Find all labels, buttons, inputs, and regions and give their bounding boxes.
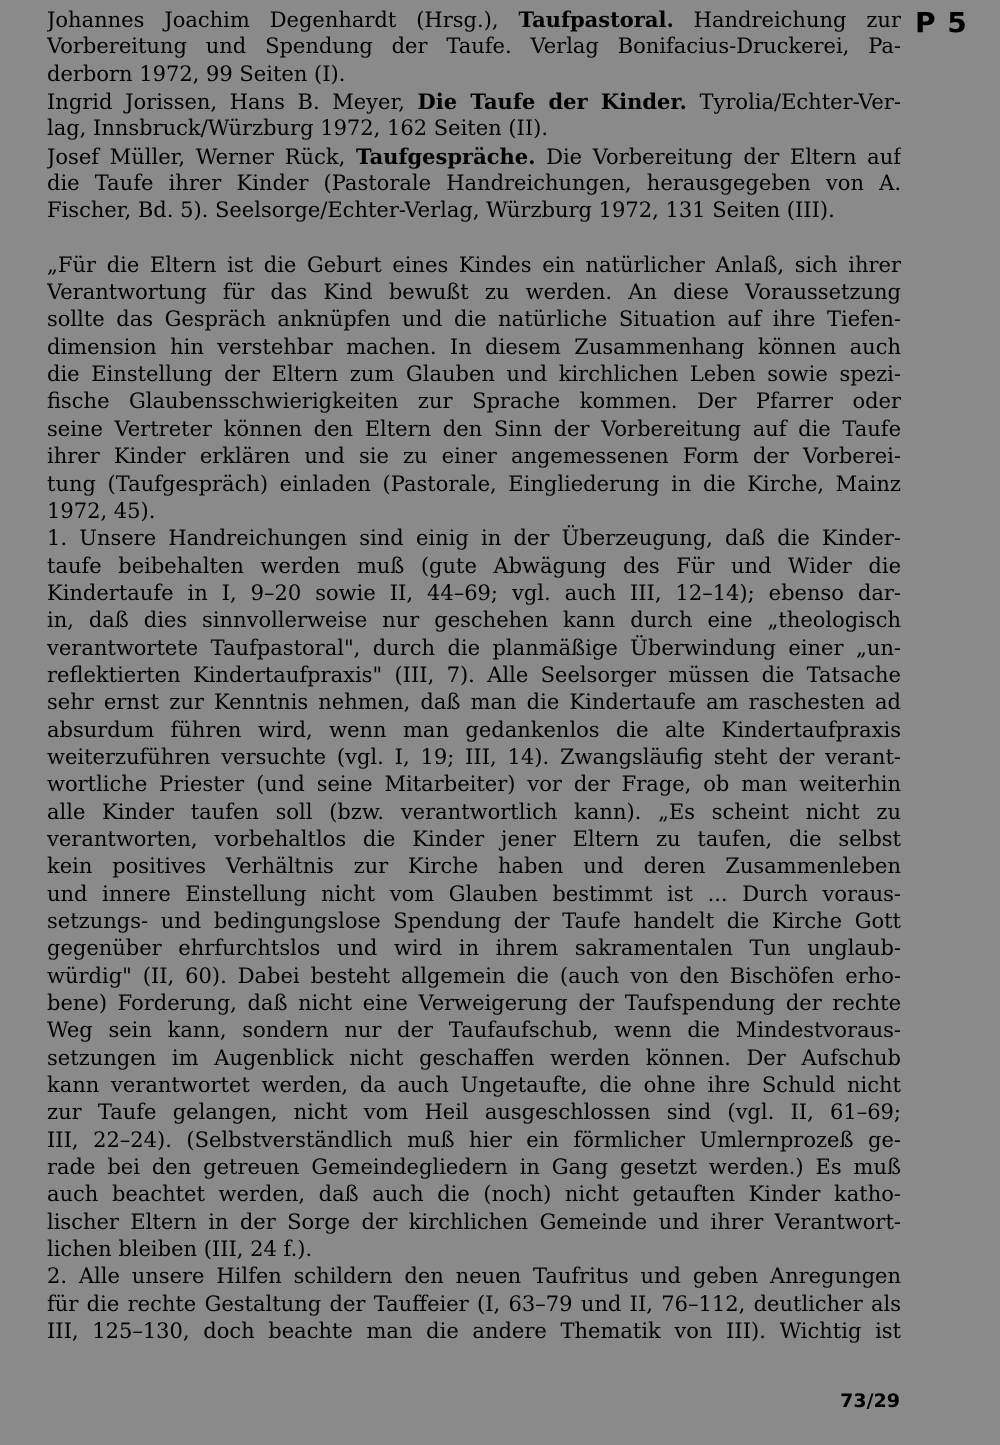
reference-line bbox=[47, 6, 901, 33]
body-line: weiterzuführen versuchte (vgl. I, 19; III, 14). Zwangsläufig steht der verant- bbox=[47, 744, 901, 769]
body-line: 2. Alle unsere Hilfen schildern den neuen Taufritus und geben Anregungen bbox=[47, 1264, 901, 1289]
reference-line: lag, Innsbruck/Würzburg 1972, 162 Seiten (II). bbox=[47, 116, 549, 141]
body-line: „Für die Eltern ist die Geburt eines Kindes ein natürlicher Anlaß, sich ihrer bbox=[47, 252, 901, 277]
body-line: ihrer Kinder erklären und sie zu einer angemessenen Form der Vorberei- bbox=[47, 444, 901, 469]
body-line: III, 125–130, doch beachte man die andere Thematik von III). Wichtig ist bbox=[47, 1319, 901, 1344]
body-line: Weg sein kann, sondern nur der Taufaufschub, wenn die Mindestvoraus- bbox=[47, 1018, 901, 1043]
body-line: reflektierten Kindertaufpraxis" (III, 7). Alle Seelsorger müssen die Tatsache bbox=[47, 662, 901, 687]
reference-authors: Josef Müller, Werner Rück, bbox=[47, 144, 356, 169]
reference-text: Handreichung zur bbox=[673, 8, 901, 32]
body-line: setzungen im Augenblick nicht geschaffen werden können. Der Aufschub bbox=[47, 1045, 901, 1070]
body-line: lichen bleiben (III, 24 f.). bbox=[47, 1237, 313, 1262]
reference-title: Taufgespräche. bbox=[355, 143, 536, 169]
body-line: III, 22–24). (Selbstverständlich muß hier ein förmlicher Umlernprozeß ge- bbox=[47, 1127, 901, 1152]
reference-entry bbox=[47, 6, 901, 88]
reference-entry bbox=[47, 143, 901, 225]
body-line: würdig" (II, 60). Dabei besteht allgemein die (auch von den Bischöfen erho- bbox=[47, 963, 901, 988]
reference-line: derborn 1972, 99 Seiten (I). bbox=[47, 61, 346, 86]
body-line: fische Glaubensschwierigkeiten zur Sprache kommen. Der Pfarrer oder bbox=[47, 389, 901, 414]
body-line: sollte das Gespräch anknüpfen und die natürliche Situation auf ihre Tiefen- bbox=[47, 307, 901, 332]
body-line: absurdum führen wird, wenn man gedankenlos die alte Kindertaufpraxis bbox=[47, 717, 901, 742]
body-line: in, daß dies sinnvollerweise nur geschehen kann durch eine „theologisch bbox=[47, 608, 901, 633]
reference-text: Tyrolia/Echter-Ver- bbox=[686, 90, 901, 115]
body-line: dimension hin verstehbar machen. In diesem Zusammenhang können auch bbox=[47, 334, 901, 359]
body-line: wortliche Priester (und seine Mitarbeiter) vor der Frage, ob man weiterhin bbox=[47, 772, 901, 797]
body-text bbox=[47, 252, 901, 1346]
body-line: gegenüber ehrfurchtslos und wird in ihrem sakramentalen Tun unglaub- bbox=[47, 936, 901, 961]
body-line: tung (Taufgespräch) einladen (Pastorale, Eingliederung in die Kirche, Mainz bbox=[47, 471, 901, 496]
body-line: und innere Einstellung nicht vom Glauben bestimmt ist ... Durch voraus- bbox=[47, 881, 901, 906]
reference-title: Die Taufe der Kinder. bbox=[417, 89, 687, 115]
body-line: kann verantwortet werden, da auch Ungetaufte, die ohne ihre Schuld nicht bbox=[47, 1073, 901, 1098]
body-line: seine Vertreter können den Eltern den Sinn der Vorbereitung auf die Taufe bbox=[47, 416, 901, 441]
body-line: taufe beibehalten werden muß (gute Abwägung des Für und Wider die bbox=[47, 553, 901, 578]
reference-line bbox=[47, 143, 901, 170]
reference-line: Fischer, Bd. 5). Seelsorge/Echter-Verlag, Würzburg 1972, 131 Seiten (III). bbox=[47, 198, 835, 223]
body-line: kein positives Verhältnis zur Kirche haben und deren Zusammenleben bbox=[47, 854, 901, 879]
body-line: für die rechte Gestaltung der Tauffeier (I, 63–79 und II, 76–112, deutlicher als bbox=[47, 1291, 901, 1316]
reference-authors: Johannes Joachim Degenhardt (Hrsg.), bbox=[47, 8, 519, 32]
reference-authors: Ingrid Jorissen, Hans B. Meyer, bbox=[47, 90, 418, 115]
reference-line: Vorbereitung und Spendung der Taufe. Verlag Bonifacius-Druckerei, Pa- bbox=[47, 34, 901, 59]
page-number: 73/29 bbox=[840, 1390, 900, 1412]
document-page bbox=[47, 6, 901, 1346]
body-line: alle Kinder taufen soll (bzw. verantwortlich kann). „Es scheint nicht zu bbox=[47, 799, 901, 824]
body-line: setzungs- und bedingungslose Spendung der Taufe handelt die Kirche Gott bbox=[47, 909, 901, 933]
reference-text: Die Vorbereitung der Eltern auf bbox=[535, 144, 901, 169]
body-line: 1972, 45). bbox=[47, 498, 156, 523]
body-line: zur Taufe gelangen, nicht vom Heil ausgeschlossen sind (vgl. II, 61–69; bbox=[47, 1100, 901, 1125]
body-line: verantworten, vorbehaltlos die Kinder jener Eltern zu taufen, die selbst bbox=[47, 826, 901, 851]
body-line: rade bei den getreuen Gemeindegliedern in Gang gesetzt werden.) Es muß bbox=[47, 1155, 901, 1180]
body-line: die Einstellung der Eltern zum Glauben und kirchlichen Leben sowie spezi- bbox=[47, 362, 901, 387]
body-line: auch beachtet werden, daß auch die (noch) nicht getauften Kinder katho- bbox=[47, 1182, 901, 1207]
body-line: Verantwortung für das Kind bewußt zu werden. An diese Voraussetzung bbox=[47, 280, 901, 305]
reference-title: Taufpastoral. bbox=[518, 7, 674, 32]
body-line: verantwortete Taufpastoral", durch die planmäßige Überwindung einer „un- bbox=[47, 635, 901, 660]
body-line: bene) Forderung, daß nicht eine Verweigerung der Taufspendung der rechte bbox=[47, 991, 901, 1016]
body-line: Kindertaufe in I, 9–20 sowie II, 44–69; vgl. auch III, 12–14); ebenso dar- bbox=[47, 580, 901, 605]
reference-line: die Taufe ihrer Kinder (Pastorale Handreichungen, herausgegeben von A. bbox=[47, 171, 901, 196]
reference-entry bbox=[47, 88, 901, 143]
paragraph-gap bbox=[47, 225, 901, 252]
reference-line bbox=[47, 88, 901, 115]
body-line: lischer Eltern in der Sorge der kirchlichen Gemeinde und ihrer Verantwort- bbox=[47, 1209, 901, 1234]
body-line: 1. Unsere Handreichungen sind einig in der Überzeugung, daß die Kinder- bbox=[47, 526, 901, 551]
body-line: sehr ernst zur Kenntnis nehmen, daß man die Kindertaufe am raschesten ad bbox=[47, 690, 901, 715]
section-mark: P 5 bbox=[915, 6, 968, 39]
